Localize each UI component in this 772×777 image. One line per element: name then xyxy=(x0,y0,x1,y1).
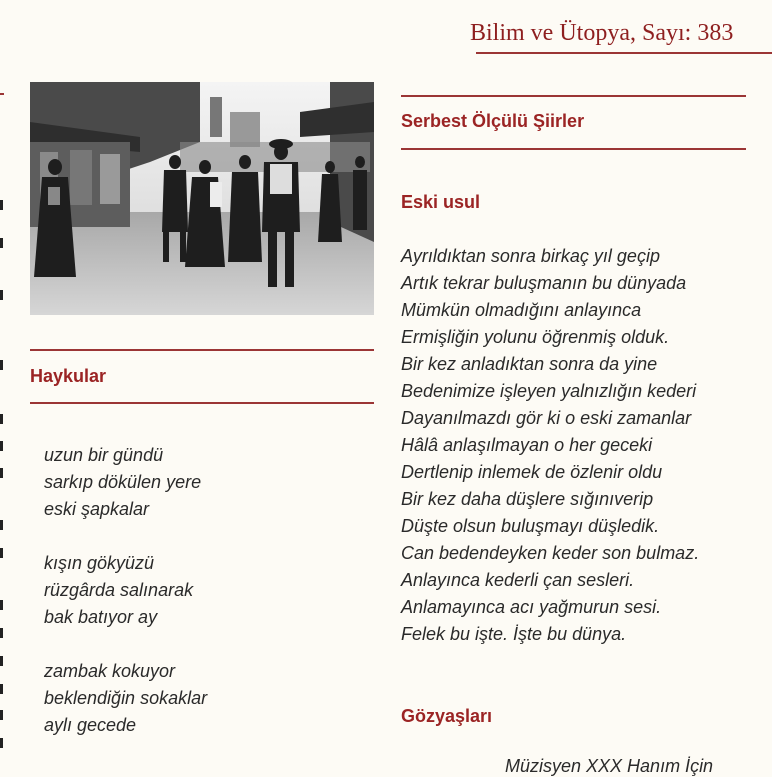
poem-line: Can bedendeyken keder son bulmaz. xyxy=(401,543,700,563)
poem-line: Artık tekrar buluşmanın bu dünyada xyxy=(401,273,687,293)
poem-title-eski-usul: Eski usul xyxy=(401,192,481,212)
journal-header: Bilim ve Ütopya, Sayı: 383 xyxy=(470,20,734,46)
section-title-serbest: Serbest Ölçülü Şiirler xyxy=(401,111,585,131)
poem-line: rüzgârda salınarak xyxy=(44,580,194,600)
haiku-2 xyxy=(44,550,193,631)
poem-line: bak batıyor ay xyxy=(44,607,158,627)
poem-line: Dayanılmazdı gör ki o eski zamanlar xyxy=(401,408,692,428)
serbest-rule-top xyxy=(401,95,746,97)
poem-line: zambak kokuyor xyxy=(44,661,176,681)
poem-line: Düşte olsun buluşmayı düşledik. xyxy=(401,516,660,536)
haykular-rule-top xyxy=(30,349,374,351)
poem-line: Anlamayınca acı yağmurun sesi. xyxy=(401,597,662,617)
poem-line: aylı gecede xyxy=(44,715,137,735)
poem-line: Felek bu işte. İşte bu dünya. xyxy=(401,624,627,644)
poem-line: Bir kez anladıktan sonra da yine xyxy=(401,354,658,374)
haiku-1 xyxy=(44,442,201,523)
haykular-rule-bottom xyxy=(30,402,374,404)
poem-line: beklendiğin sokaklar xyxy=(44,688,208,708)
poem-line: Mümkün olmadığını anlayınca xyxy=(401,300,642,320)
street-scene-photo xyxy=(30,82,374,315)
serbest-rule-bottom xyxy=(401,148,746,150)
poem-line: kışın gökyüzü xyxy=(44,553,155,573)
poem-line: sarkıp dökülen yere xyxy=(44,472,202,492)
poem-eski-usul xyxy=(401,243,699,648)
poem-line: uzun bir gündü xyxy=(44,445,164,465)
poem-line: eski şapkalar xyxy=(44,499,150,519)
poem-line: Bir kez daha düşlere sığınıverip xyxy=(401,489,654,509)
poem-dedication: Müzisyen XXX Hanım İçin xyxy=(505,756,714,776)
header-rule xyxy=(476,52,772,54)
poem-line: Ermişliğin yolunu öğrenmiş olduk. xyxy=(401,327,670,347)
haiku-3 xyxy=(44,658,207,739)
poem-title-gozyaslari: Gözyaşları xyxy=(401,706,493,726)
poem-line: Dertlenip inlemek de özlenir oldu xyxy=(401,462,663,482)
poem-line: Hâlâ anlaşılmayan o her geceki xyxy=(401,435,653,455)
section-title-haykular: Haykular xyxy=(30,366,107,386)
poem-line: Bedenimize işleyen yalnızlığın kederi xyxy=(401,381,697,401)
left-edge-rule xyxy=(0,93,4,95)
poem-line: Ayrıldıktan sonra birkaç yıl geçip xyxy=(401,246,660,266)
poem-line: Anlayınca kederli çan sesleri. xyxy=(401,570,635,590)
